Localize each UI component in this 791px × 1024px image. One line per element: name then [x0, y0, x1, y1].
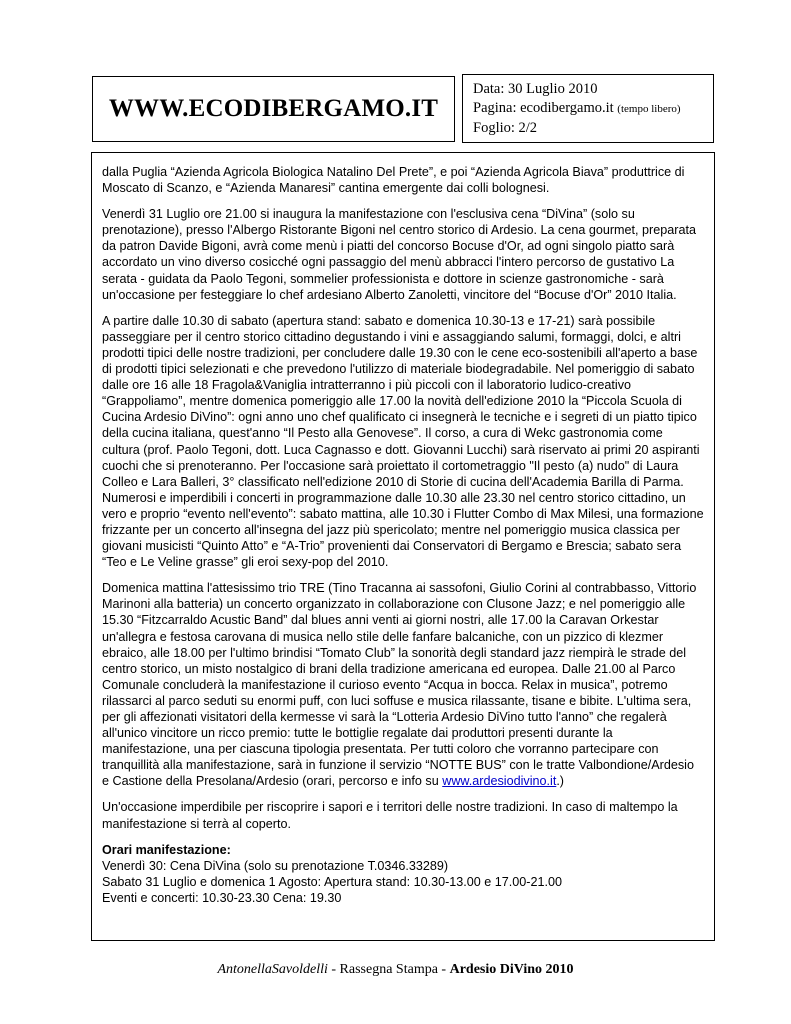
header-info-box	[462, 74, 714, 143]
footer-author: AntonellaSavoldelli	[217, 962, 328, 977]
article-paragraph-5: Un'occasione imperdibile per riscoprire i sapori e i territori delle nostre tradizioni. In caso di maltempo la manifestazione si terrà al coperto.	[102, 800, 678, 831]
footer-middle: - Rassegna Stampa -	[327, 962, 450, 977]
page-source: Pagina: ecodibergamo.it	[473, 100, 614, 116]
schedule-line-1: Venerdì 30: Cena DiVina (solo su prenotazione T.0346.33289)	[102, 858, 449, 873]
schedule-line-3: Eventi e concerti: 10.30-23.30 Cena: 19.30	[102, 890, 342, 905]
page-section-note: (tempo libero)	[617, 103, 681, 115]
ardesiodivino-link[interactable]: www.ardesiodivino.it	[442, 774, 557, 789]
header-title-box	[92, 76, 455, 142]
article-paragraph-2: Venerdì 31 Luglio ore 21.00 si inaugura la manifestazione con l'esclusiva cena “DiVina” (solo su prenotazione), presso l'Albergo Ristorante Bigoni nel centro storico di Ardesio. La cena gourmet, preparata da patron Davide Bigoni, avrà come menù i piatti del concorso Bocuse d'Or, ad ogni singolo piatto sarà accordato un vino diverso cosicché ogni passaggio del menù abbracci l'intero percorso de gustativo La serata - guidata da Paolo Tegoni, sommelier professionista e dottore in scienze gastronomiche - sarà un'occasione per festeggiare lo chef ardesiano Alberto Zanoletti, vincitore del “Bocuse d'Or” 2010 Italia.	[102, 207, 696, 302]
schedule-title: Orari manifestazione:	[102, 842, 231, 857]
footer-event: Ardesio DiVino 2010	[449, 962, 574, 977]
article-box	[91, 152, 715, 941]
article-paragraph-4-text: Domenica mattina l'attesissimo trio TRE (Tino Tracanna ai sassofoni, Giulio Corini al contrabbasso, Vittorio Marinoni alla batteria) un concerto organizzato in collaborazione con Clusone Jazz; e nel pomeriggio alle 15.30 “Fitzcarraldo Acustic Band” dal blues anni venti ai giorni nostri, alle 17.00 la Caravan Orkestar un'allegra e festosa carovana di musica nello stile delle fanfare balcaniche, con un pizzico di klezmer ebraico, alle 18.00 per l'ultimo brindisi “Tomato Club” la sonorità degli standard jazz riempirà le strade del centro storico, un misto nostalgico di brani della tradizione americana ed europea. Dalle 21.00 al Parco Comunale concluderà la manifestazione il curioso evento “Acqua in bocca. Relax in musica”, potremo rilassarci al parco seduti su enormi puff, con luci soffuse e musica rilassante, tisane e bibite. L'ultima sera, per gli affezionati visitatori della kermesse vi sarà la “Lotteria Ardesio DiVino tutto l'anno” che regalerà all'unico vincitore un ricco premio: tutte le bottiglie regalate dai produttori presenti durante la manifestazione, una per ciascuna tipologia presentata. Per tutti coloro che vorranno partecipare con tranquillità alla manifestazione, sarà in funzione il servizio “NOTTE BUS” con le tratte Valbondione/Ardesio e Castione della Presolana/Ardesio (orari, percorso e info su	[102, 581, 697, 789]
schedule-block	[102, 842, 704, 906]
article-paragraph-3: A partire dalle 10.30 di sabato (apertura stand: sabato e domenica 10.30-13 e 17-21) sarà possibile passeggiare per il centro storico cittadino degustando i vini e assaggiando salumi, formaggi, dolci, e altri prodotti tipici delle nostre tradizioni, per concludere dalle 19.30 con le cene eco-sostenibili all'aperto a base di prodotti tipici selezionati e che prevedono l'utilizzo di materiale biodegradabile. Nel pomeriggio di sabato dalle ore 16 alle 18 Fragola&Vaniglia intratterranno i più piccoli con il laboratorio ludico-creativo “Grappoliamo”, mentre domenica pomeriggio alle 17.00 la novità dell'edizione 2010 la “Piccola Scuola di Cucina Ardesio DiVino”: ogni anno uno chef qualificato ci insegnerà le tecniche e i segreti di un piatto tipico della cucina italiana, quest'anno “Il Pesto alla Genovese”. Il corso, a cura di Wekc gastronomia come cultura (prof. Paolo Tegoni, dott. Luca Cagnasso e dott. Giovanni Lucchi) sarà riservato ai primi 20 aspiranti cuochi che si prenoteranno. Per l'occasione sarà proiettato il cortometraggio "Il pesto (a) nudo" di Laura Colleo e Lara Balleri, 3° classificato nell'edizione 2010 di Storie di cucina dell'Academia Barilla di Parma. Numerosi e imperdibili i concerti in programmazione dalle 10.30 alle 23.30 nel centro storico cittadino, un vero e proprio “evento nell'evento”: sabato mattina, alle 10.30 i Flutter Combo di Max Milesi, una formazione frizzante per un concerto all'insegna del jazz più spericolato; mentre nel pomeriggio musica classica per giovani musicisti “Quinto Atto” e “A-Trio” provenienti dai Conservatori di Bergamo e Brescia; sabato sera “Teo e Le Veline grasse” gli eroi sexy-pop del 2010.	[102, 313, 704, 570]
article-paragraph-4-end: .)	[556, 774, 565, 789]
schedule-line-2: Sabato 31 Luglio e domenica 1 Agosto: Apertura stand: 10.30-13.00 e 17.00-21.00	[102, 874, 563, 889]
article-paragraph-4	[102, 580, 704, 789]
date-line: Data: 30 Luglio 2010	[473, 81, 598, 97]
page-footer	[0, 962, 791, 978]
sheet-line: Foglio: 2/2	[473, 120, 538, 136]
article-paragraph-1: dalla Puglia “Azienda Agricola Biologica Natalino Del Prete”, e poi “Azienda Agricola Biava” produttrice di Moscato di Scanzo, e “Azienda Manaresi” cantina emergente dai colli bolognesi.	[102, 165, 685, 196]
page-line	[473, 99, 713, 119]
site-title: WWW.ECODIBERGAMO.IT	[108, 95, 439, 122]
